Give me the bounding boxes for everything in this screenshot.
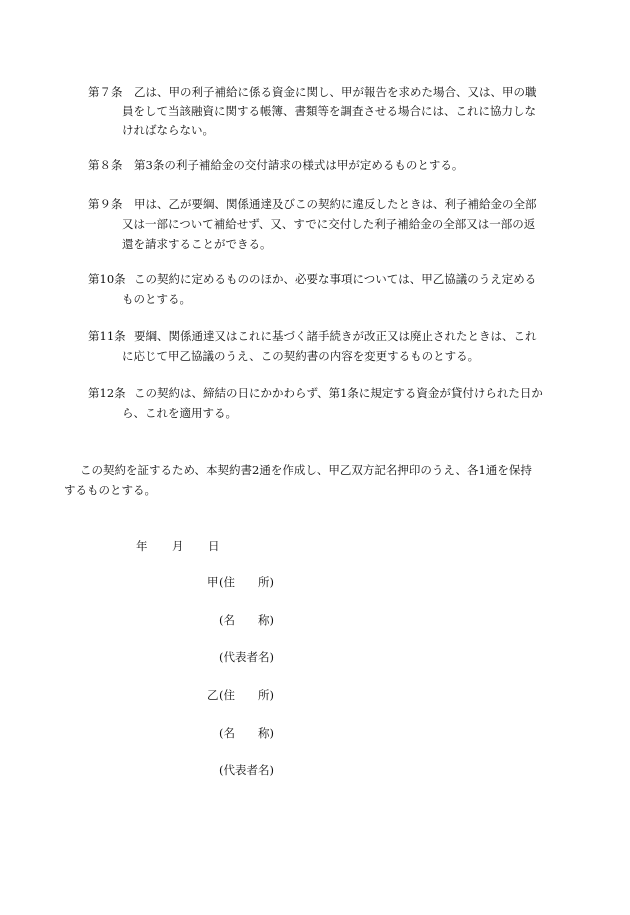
article-text-line: この契約は、締結の日にかかわらず、第1条に規定する資金が貸付けられた日か xyxy=(134,386,543,400)
article-text-line: ものとする。 xyxy=(122,292,191,306)
party-b-name-label: (名 称) xyxy=(219,726,274,740)
article-number: 第11条 xyxy=(88,329,126,343)
article-text-line: 甲は、乙が要綱、関係通達及びこの契約に違反したときは、利子補給金の全部 xyxy=(134,197,537,211)
party-b-address-label: (住 所) xyxy=(219,688,274,702)
party-b-representative-label: (代表者名) xyxy=(219,763,274,777)
date-month-label: 月 xyxy=(172,539,184,553)
article-number: 第８条 xyxy=(88,158,123,172)
article-number: 第10条 xyxy=(88,272,126,286)
article-text-line: 還を請求することができる。 xyxy=(122,237,272,251)
article-text-line: 第3条の利子補給金の交付請求の様式は甲が定めるものとする。 xyxy=(134,158,464,172)
article-text-line: 又は一部について補給せず、又、すでに交付した利子補給金の全部又は一部の返 xyxy=(122,217,536,231)
article-text-line: 員をして当該融資に関する帳簿、書類等を調査させる場合には、これに協力しな xyxy=(122,104,536,118)
article-text-line: 乙は、甲の利子補給に係る資金に関し、甲が報告を求めた場合、又は、甲の職 xyxy=(134,85,537,99)
article-text-line: 要綱、関係通達又はこれに基づく諸手続きが改正又は廃止されたときは、これ xyxy=(134,329,537,343)
party-a-representative-label: (代表者名) xyxy=(219,650,274,664)
date-year-label: 年 xyxy=(136,539,148,553)
party-a-address-label: (住 所) xyxy=(219,575,274,589)
article-text-line: に応じて甲乙協議のうえ、この契約書の内容を変更するものとする。 xyxy=(122,349,480,363)
article-number: 第９条 xyxy=(88,197,123,211)
article-text-line: ら、これを適用する。 xyxy=(122,406,237,420)
party-a-label: 甲 xyxy=(207,575,219,589)
closing-paragraph-line-1: この契約を証するため、本契約書2通を作成し、甲乙双方記名押印のうえ、各1通を保持 xyxy=(80,463,532,477)
article-text-line: この契約に定めるもののほか、必要な事項については、甲乙協議のうえ定める xyxy=(134,272,537,286)
date-day-label: 日 xyxy=(208,539,220,553)
article-number: 第７条 xyxy=(88,85,123,99)
party-a-name-label: (名 称) xyxy=(219,613,274,627)
article-number: 第12条 xyxy=(88,386,126,400)
article-text-line: ければならない。 xyxy=(122,123,214,137)
closing-paragraph-line-2: するものとする。 xyxy=(64,483,156,497)
party-b-label: 乙 xyxy=(207,688,219,702)
